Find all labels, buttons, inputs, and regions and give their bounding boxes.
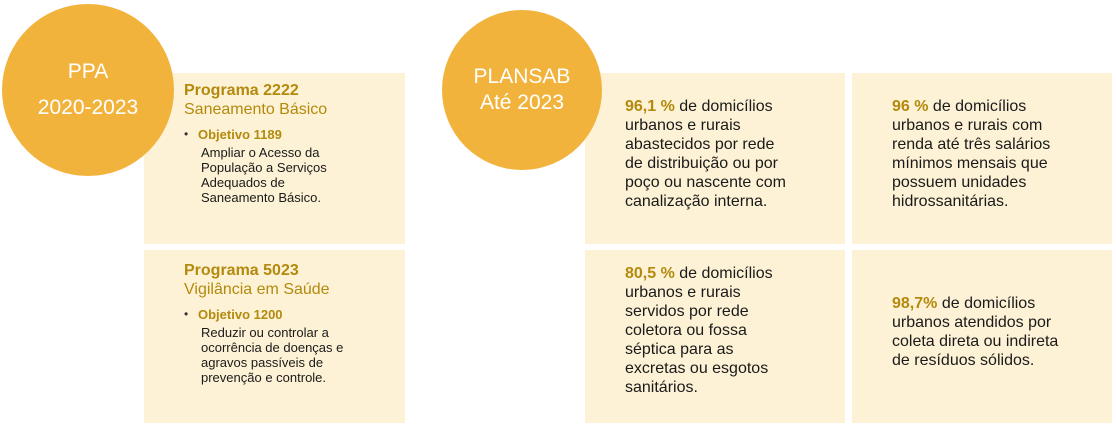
- objective-title: Objetivo 1200: [198, 307, 283, 322]
- program-panel-2222: [144, 73, 405, 244]
- target-line: séptica para as: [625, 341, 734, 358]
- objective-line: Saneamento Básico.: [201, 190, 321, 205]
- program-panel-5023: [144, 250, 405, 423]
- ppa-circle: [2, 4, 174, 176]
- target-cell-water-supply: [585, 73, 845, 244]
- target-line: coleta direta ou indireta: [892, 333, 1059, 350]
- target-text: [892, 97, 1104, 211]
- target-percent: 80,5 %: [625, 265, 675, 282]
- objective-line: prevenção e controle.: [201, 370, 327, 385]
- ppa-period: 2020-2023: [37, 96, 139, 119]
- target-line: poço ou nascente com: [625, 174, 786, 191]
- objective-line: agravos passíveis de: [201, 355, 324, 370]
- plansab-circle: [442, 10, 602, 170]
- objective-description: [201, 325, 397, 385]
- target-line: urbanos e rurais com: [892, 117, 1043, 134]
- objective-line: ocorrência de doenças e: [201, 340, 344, 355]
- target-line: de domicílios: [928, 98, 1027, 115]
- target-line: renda até três salários: [892, 136, 1051, 153]
- target-cell-solid-waste: [852, 250, 1112, 423]
- objective-item: [184, 127, 397, 205]
- bullet-icon: •: [184, 307, 189, 321]
- objective-description: [201, 145, 397, 205]
- target-line: de resíduos sólidos.: [892, 352, 1035, 369]
- plansab-label: PLANSAB: [473, 65, 571, 88]
- objective-line: Adequados de: [201, 175, 285, 190]
- target-percent: 98,7%: [892, 295, 938, 312]
- program-title: Programa 2222: [184, 82, 299, 99]
- target-line: sanitários.: [625, 379, 698, 396]
- target-cell-sewage: [585, 250, 845, 423]
- objective-line: População a Serviços: [201, 160, 327, 175]
- target-line: de distribuição ou por: [625, 155, 778, 172]
- target-line: possuem unidades: [892, 174, 1027, 191]
- target-line: urbanos e rurais: [625, 284, 741, 301]
- plansab-period: Até 2023: [479, 91, 565, 114]
- target-cell-sanitary-units: [852, 73, 1112, 244]
- target-line: excretas ou esgotos: [625, 360, 769, 377]
- target-line: servidos por rede: [625, 303, 749, 320]
- target-line: de domicílios: [674, 98, 773, 115]
- target-line: urbanos atendidos por: [892, 314, 1052, 331]
- target-line: canalização interna.: [625, 193, 768, 210]
- program-subtitle: Saneamento Básico: [184, 101, 328, 118]
- target-line: mínimos mensais que: [892, 155, 1048, 172]
- objective-line: Reduzir ou controlar a: [201, 325, 329, 340]
- objective-line: Ampliar o Acesso da: [201, 145, 320, 160]
- objective-item: [184, 307, 397, 385]
- target-percent: 96 %: [892, 98, 929, 115]
- target-text: [625, 264, 837, 397]
- target-line: urbanos e rurais: [625, 117, 741, 134]
- ppa-label: PPA: [67, 60, 109, 83]
- target-text: [625, 97, 837, 211]
- target-line: de domicílios: [937, 295, 1036, 312]
- target-text: [892, 294, 1104, 370]
- target-line: hidrossanitárias.: [892, 193, 1009, 210]
- target-line: abastecidos por rede: [625, 136, 775, 153]
- target-line: de domicílios: [674, 265, 773, 282]
- bullet-icon: •: [184, 127, 189, 141]
- target-percent: 96,1 %: [625, 98, 675, 115]
- program-title: Programa 5023: [184, 262, 299, 279]
- program-subtitle: Vigilância em Saúde: [184, 281, 330, 298]
- objective-title: Objetivo 1189: [198, 127, 282, 142]
- target-line: coletora ou fossa: [625, 322, 747, 339]
